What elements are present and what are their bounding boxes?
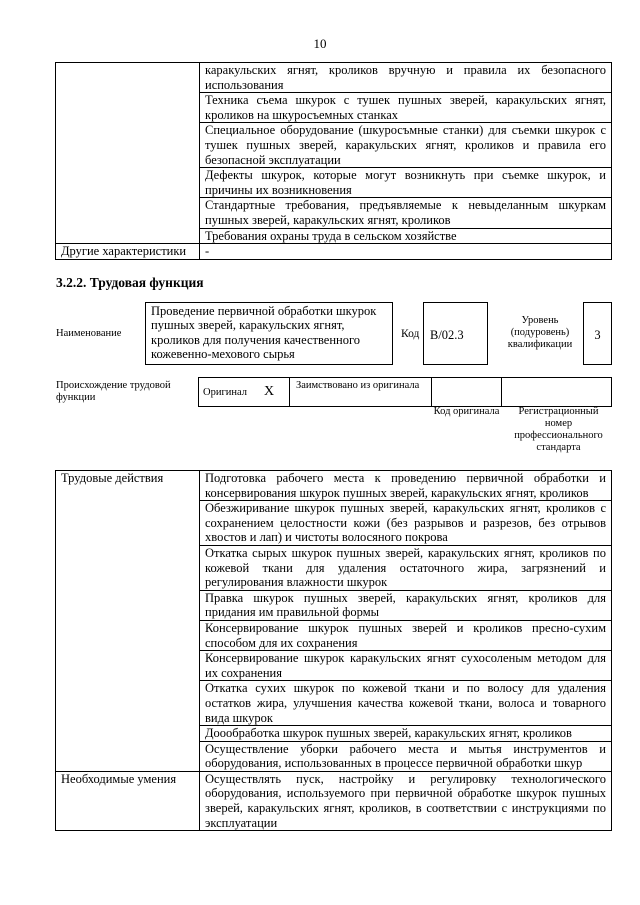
borrowed-box (289, 377, 432, 407)
labor-action-item: Правка шкурок пушных зверей, каракульских ягнят, кроликов для придания им правильной формы (200, 590, 612, 620)
labor-action-item: Доообработка шкурок пушных зверей, каракульских ягнят, кроликов (200, 726, 612, 742)
knowledge-item: Специальное оборудование (шкуросъмные станки) для съемки шкурок с тушек пушных зверей, каракульских ягнят, кроликов и правила его безопасной эксплуатации (200, 123, 612, 168)
labor-action-item: Консервирование шкурок каракульских ягнят сухосоленым методом для их сохранения (200, 651, 612, 681)
borrowed-label: Заимствовано из оригинала (296, 380, 420, 391)
page-number: 10 (313, 36, 327, 51)
labor-action-item: Откатка сухих шкурок по кожевой ткани и по волосу для удаления остатков жира, улучшения качества кожевой ткани, волоса и товарного вида шкурок (200, 681, 612, 726)
labor-action-item: Осуществление уборки рабочего места и мытья инструментов и оборудования, использованных в процессе первичной обработки шкур (200, 741, 612, 771)
labor-action-item: Откатка сырых шкурок пушных зверей, каракульских ягнят, кроликов по кожевой ткани для удаления остаточного жира, загрязнений и регулирования влажности шкурок (200, 545, 612, 590)
labor-action-item: Подготовка рабочего места к проведению первичной обработки и консервирования шкурок пушных зверей, каракульских ягнят, кроликов (200, 471, 612, 501)
original-label: Оригинал (203, 387, 247, 398)
section-heading: 3.2.2. Трудовая функция (56, 275, 204, 290)
code-label: Код (401, 328, 420, 340)
registration-number-box (501, 377, 612, 407)
other-characteristics-label: Другие характеристики (56, 244, 200, 260)
labor-actions-label: Трудовые действия (56, 471, 200, 772)
code-value-box: В/02.3 (423, 302, 488, 365)
knowledge-label-cell (56, 63, 200, 244)
name-label: Наименование (56, 328, 122, 339)
original-code-box (431, 377, 502, 407)
knowledge-item: Требования охраны труда в сельском хозяйстве (200, 228, 612, 244)
registration-number-caption: Регистрационный номер профессионального стандарта (514, 406, 603, 453)
labor-actions-table (55, 470, 612, 831)
knowledge-item: Техника съема шкурок с тушек пушных зверей, каракульских ягнят, кроликов на шкуросъемных станках (200, 93, 612, 123)
original-code-caption: Код оригинала (433, 406, 500, 417)
knowledge-item: каракульских ягнят, кроликов вручную и правила их безопасного использования (200, 63, 612, 93)
original-box (198, 377, 290, 407)
other-characteristics-value: - (200, 244, 612, 260)
required-skill-item: Осуществлять пуск, настройку и регулировку технологического оборудования, используемого при первичной обработке шкурок пушных зверей, каракульских ягнят, кроликов, в соответствии с инструкциями по эксплуатации (200, 771, 612, 830)
labor-action-item: Обезжиривание шкурок пушных зверей, каракульских ягнят, кроликов с сохранением целостности кожи (без разрывов и разрезов, без отрывов хвостов и лап) и чистоты волосяного покрова (200, 501, 612, 546)
original-mark: X (264, 384, 275, 399)
required-skills-label: Необходимые умения (56, 771, 200, 830)
knowledge-item: Дефекты шкурок, которые могут возникнуть при съемке шкурок, и причины их возникновения (200, 168, 612, 198)
knowledge-item: Стандартные требования, предъявляемые к невыделанным шкуркам пушных зверей, каракульских ягнят, кроликов (200, 198, 612, 228)
qualification-level-box: 3 (583, 302, 612, 365)
qualification-level-label: Уровень (подуровень) квалификации (507, 315, 573, 350)
knowledge-table (55, 62, 612, 260)
function-name-box: Проведение первичной обработки шкурок пушных зверей, каракульских ягнят, кроликов для получения качественного кожевенно-мехового сырья (145, 302, 393, 365)
labor-action-item: Консервирование шкурок пушных зверей и кроликов пресно-сухим способом для их сохранения (200, 620, 612, 650)
origin-label: Происхождение трудовой функции (56, 380, 171, 403)
